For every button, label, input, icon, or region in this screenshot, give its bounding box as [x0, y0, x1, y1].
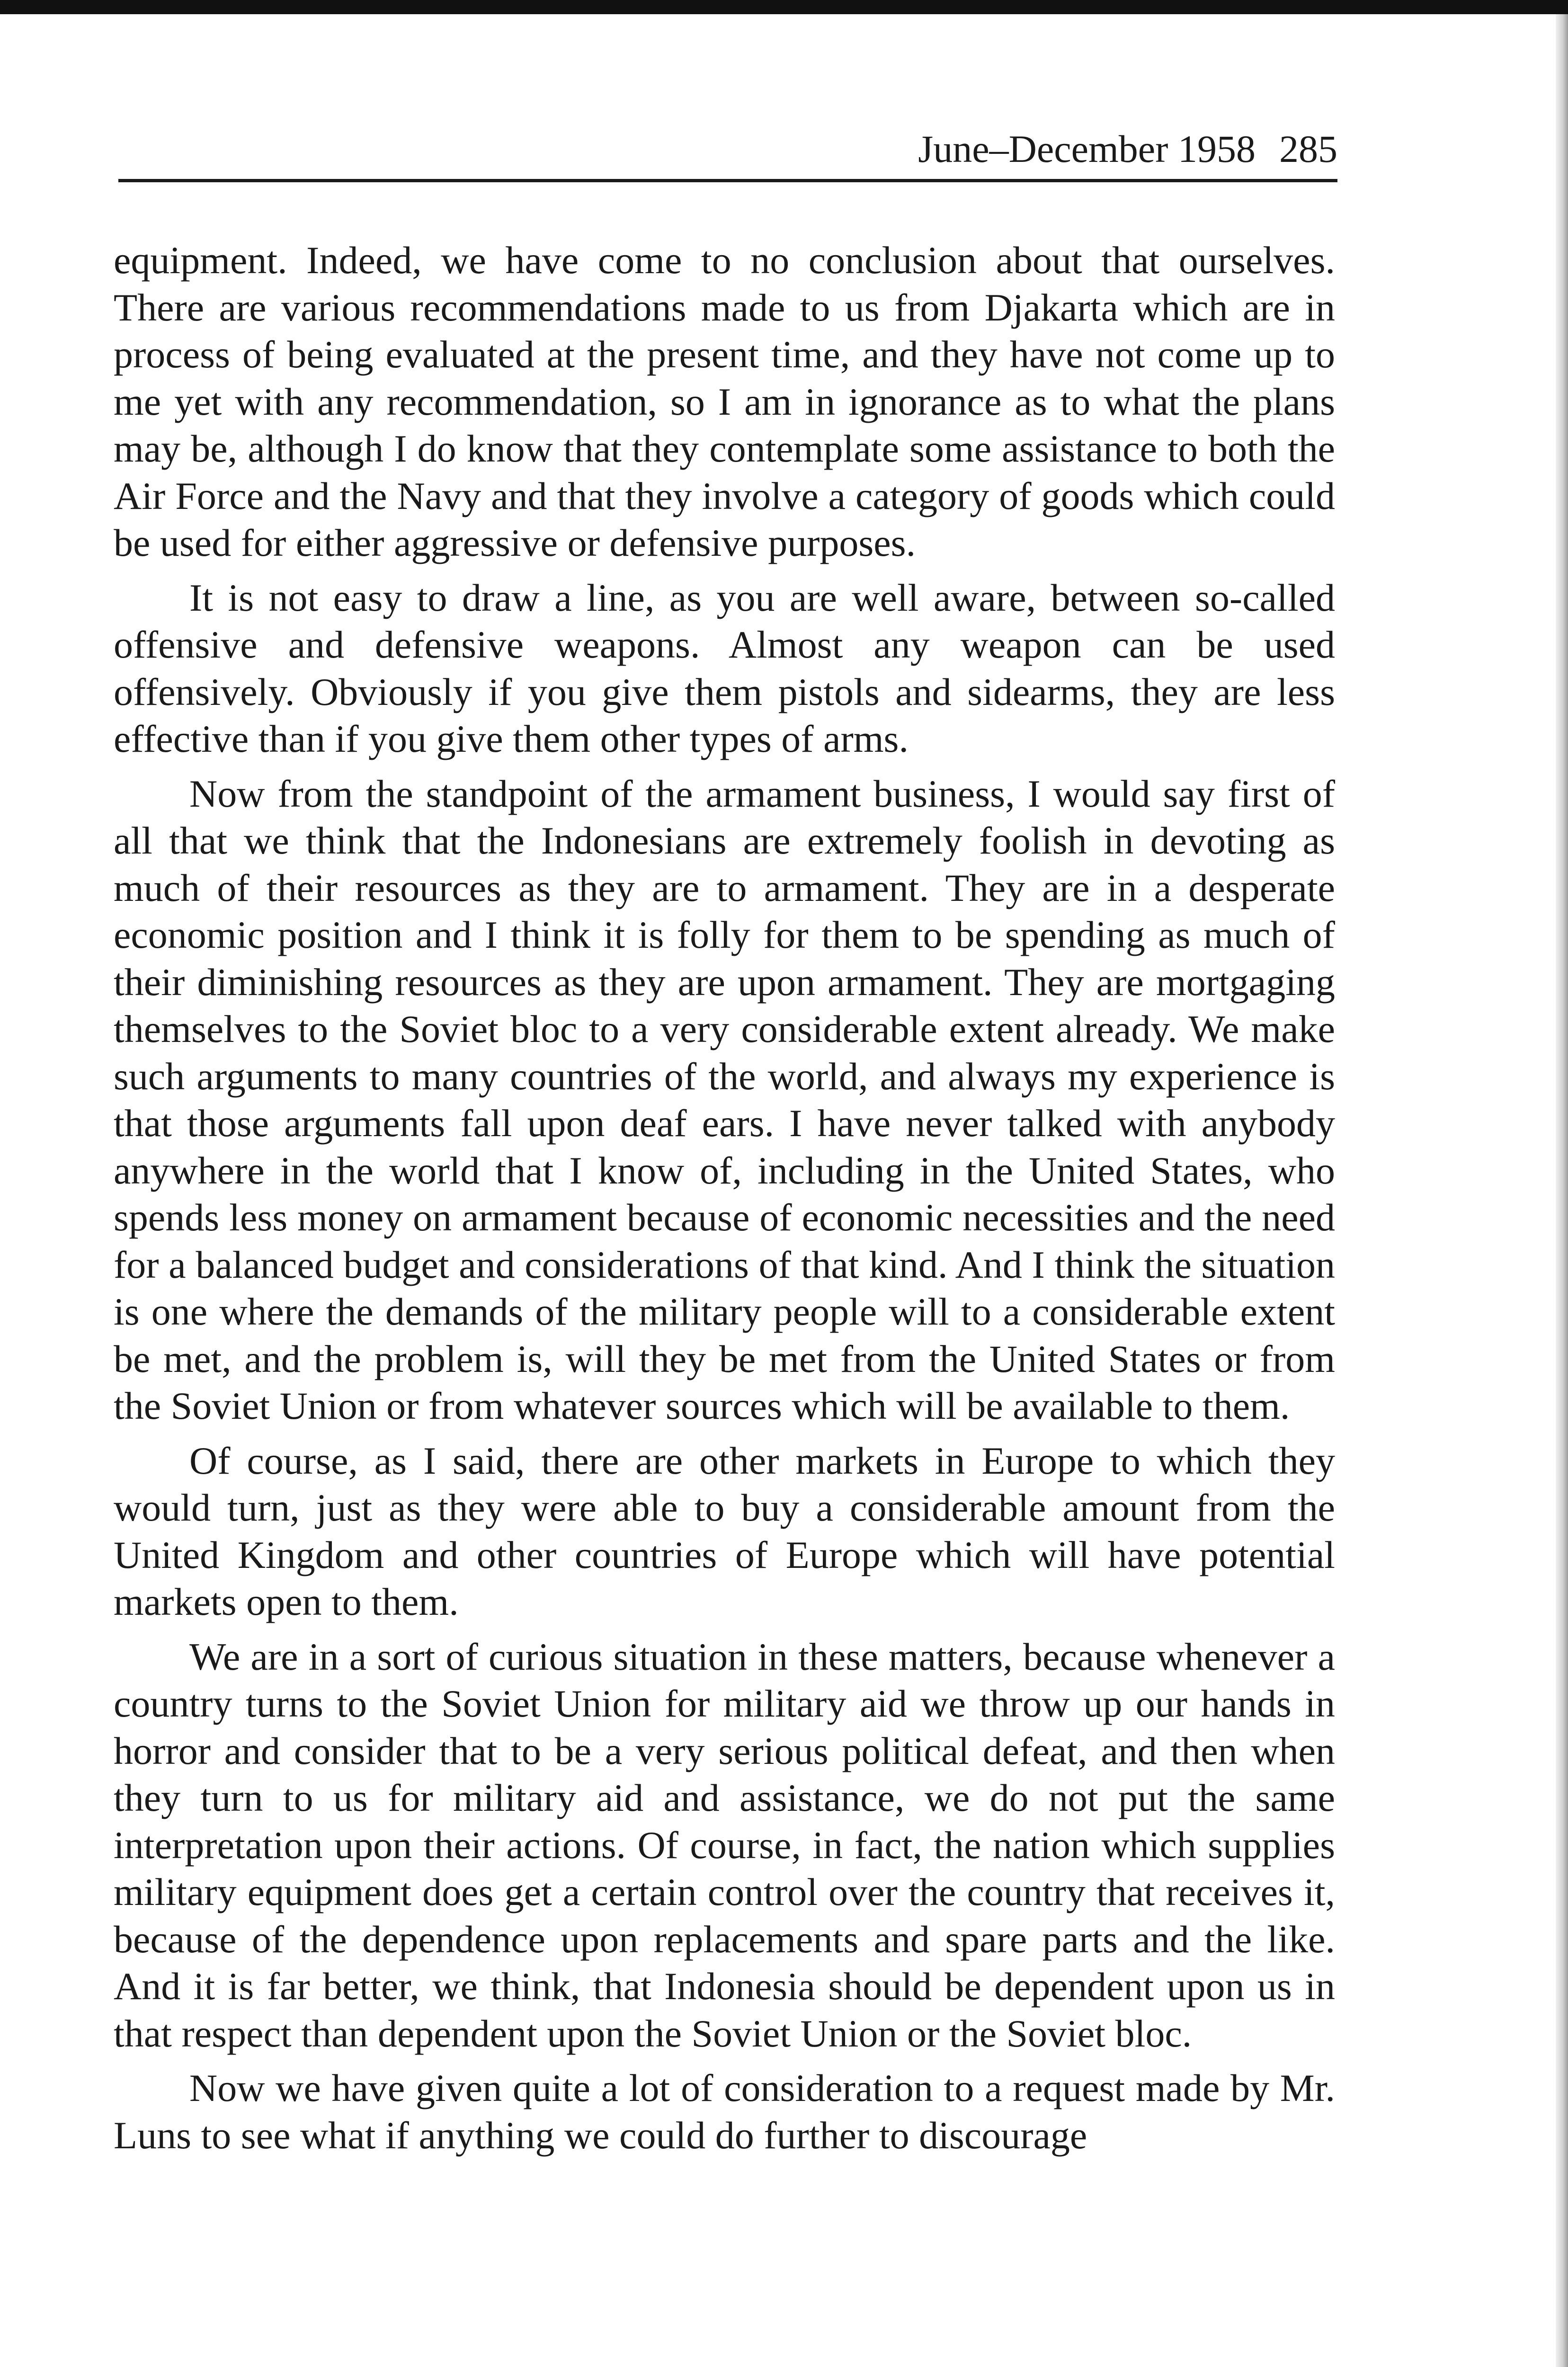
page-number: 285: [1279, 127, 1337, 170]
paragraph-2: It is not easy to draw a line, as you are well aware, between so-called offensive and defensive weapons. Almost any weapon can be used offensively. Obviously if you give them pistols and sidearms, they are less effective than if you give them other types of arms.: [114, 576, 1335, 760]
scan-right-edge: [1556, 14, 1568, 2367]
paragraph-5: We are in a sort of curious situation in these matters, because whenever a country turns to the Soviet Union for military aid we throw up our hands in horror and consider that to be a very serious political defeat, and then when they turn to us for military aid and assistance, we do not put the same interpretation upon their actions. Of course, in fact, the nation which supplies military equipment does get a certain control over the country that receives it, because of the dependence upon replacements and spare parts and the like. And it is far better, we think, that Indonesia should be dependent upon us in that respect than dependent upon the Soviet Union or the Soviet bloc.: [114, 1635, 1335, 2055]
paragraph-4: Of course, as I said, there are other markets in Europe to which they would turn, just as they were able to buy a considerable amount from the United Kingdom and other countries of Europe which will have potential markets open to them.: [114, 1439, 1335, 1623]
running-head: [118, 125, 1337, 182]
body-text: [114, 237, 1335, 2166]
header-period: June–December 1958: [918, 127, 1256, 170]
paragraph-3: Now from the standpoint of the armament business, I would say first of all that we think that the Indonesians are extremely foolish in devoting as much of their resources as they are to armament. They are in a desperate economic position and I think it is folly for them to be spending as much of their diminishing resources as they are upon armament. They are mortgaging themselves to the Soviet bloc to a very considerable extent already. We make such arguments to many countries of the world, and always my experience is that those arguments fall upon deaf ears. I have never talked with anybody anywhere in the world that I know of, including in the United States, who spends less money on armament because of economic necessities and the need for a balanced budget and considerations of that kind. And I think the situation is one where the demands of the military people will to a considerable extent be met, and the problem is, will they be met from the United States or from the Soviet Union or from whatever sources which will be available to them.: [114, 772, 1335, 1427]
paragraph-6: Now we have given quite a lot of consideration to a request made by Mr. Luns to see what if anything we could do further to discourage: [114, 2066, 1335, 2157]
paragraph-1: equipment. Indeed, we have come to no conclusion about that ourselves. There are various recommendations made to us from Djakarta which are in process of being evaluated at the present time, and they have not come up to me yet with any recommendation, so I am in ignorance as to what the plans may be, although I do know that they contemplate some assistance to both the Air Force and the Navy and that they involve a category of goods which could be used for either aggressive or defensive purposes.: [114, 239, 1335, 564]
scan-top-edge: [0, 0, 1568, 14]
